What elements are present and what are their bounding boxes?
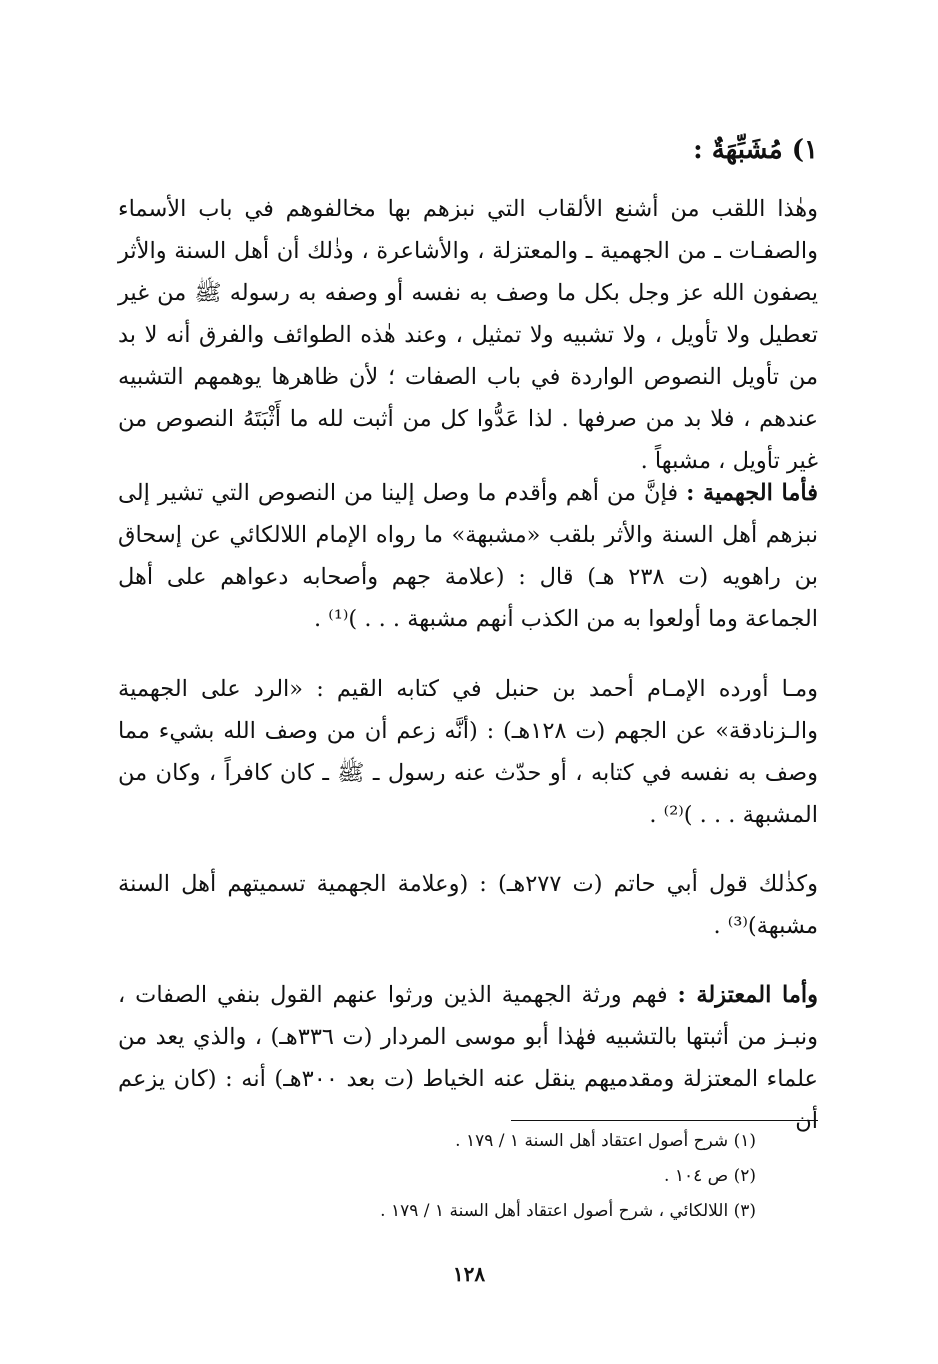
paragraph-3 [118, 668, 818, 836]
paragraph-text: وهٰذا اللقب من أشنع الألقاب التي نبزهم بها مخالفوهم في باب الأسماء والصفـات ـ من الجهمية ـ والمعتزلة ، والأشاعرة ، وذٰلك أن أهل السنة والأثر يصفون الله عز وجل بكل ما وصف به نفسه أو وصفه به رسوله ﷺ من غير تعطيل ولا تأويل ، ولا تشبيه ولا تمثيل ، وعند هٰذه الطوائف والفرق أنه لا بد من تأويل النصوص الواردة في باب الصفات ؛ لأن ظاهرها يوهمهم التشبيه عندهم ، فلا بد من صرفها . لذا عَدُّوا كل من أثبت لله ما أَثْبَتَهُ النصوص من غير تأويل ، مشبهاً . [118, 196, 818, 474]
paragraph-lead-term: وأما المعتزلة : [677, 982, 818, 1008]
paragraph-2 [118, 472, 818, 640]
paragraph-text [118, 974, 818, 1142]
paragraph-body: فإنَّ من أهم وأقدم ما وصل إلينا من النصوص التي تشير إلى نبزهم أهل السنة والأثر بلقب «مشبهة» ما رواه الإمام اللالكائي عن إسحاق بن راهويه (ت ٢٣٨ هـ) قال : (علامة جهم وأصحابه دعواهم على أهل الجماعة وما أولعوا به من الكذب أنهم مشبهة . . . )⁽¹⁾ . [118, 480, 818, 632]
section-heading: ١) مُشَبِّهَةٌ : [693, 135, 818, 165]
paragraph-lead-term: فأما الجهمية : [686, 480, 819, 506]
paragraph-text: ومـا أورده الإمـام أحمد بن حنبل في كتابه القيم : «الرد على الجهمية والـزنادقة» عن الجهم (ت ١٢٨هـ) : (أنَّه زعم أن من وصف الله بشيء مما وصف به نفسه في كتابه ، أو حدّث عنه رسول ـ ﷺ ـ كان كافراً ، وكان من المشبهة . . . )⁽²⁾ . [118, 676, 818, 828]
paragraph-1 [118, 188, 818, 482]
paragraph-4 [118, 863, 818, 947]
footnote-2: (٢) ص ١٠٤ . [664, 1166, 756, 1186]
paragraph-text [118, 472, 818, 640]
footnote-1: (١) شرح أصول اعتقاد أهل السنة ١ / ١٧٩ . [455, 1131, 756, 1151]
paragraph-body: فهم ورثة الجهمية الذين ورثوا عنهم القول بنفي الصفات ، ونبـز من أثبتها بالتشبيه فهٰذا أبو موسى المردار (ت ٣٣٦هـ) ، والذي يعد من علماء المعتزلة ومقدميهم ينقل عنه الخياط (ت بعد ٣٠٠هـ) أنه : (كان يزعم أن [118, 982, 819, 1134]
paragraph-text: وكذٰلك قول أبي حاتم (ت ٢٧٧هـ) : (وعلامة الجهمية تسميتهم أهل السنة مشبهة)⁽³⁾ . [118, 871, 819, 939]
footnotes [196, 1124, 756, 1229]
page-number: ١٢٨ [452, 1262, 486, 1286]
footnote-separator [511, 1120, 818, 1121]
footnote-3: (٣) اللالكائي ، شرح أصول اعتقاد أهل السنة ١ / ١٧٩ . [380, 1201, 756, 1221]
paragraph-5 [118, 974, 818, 1142]
